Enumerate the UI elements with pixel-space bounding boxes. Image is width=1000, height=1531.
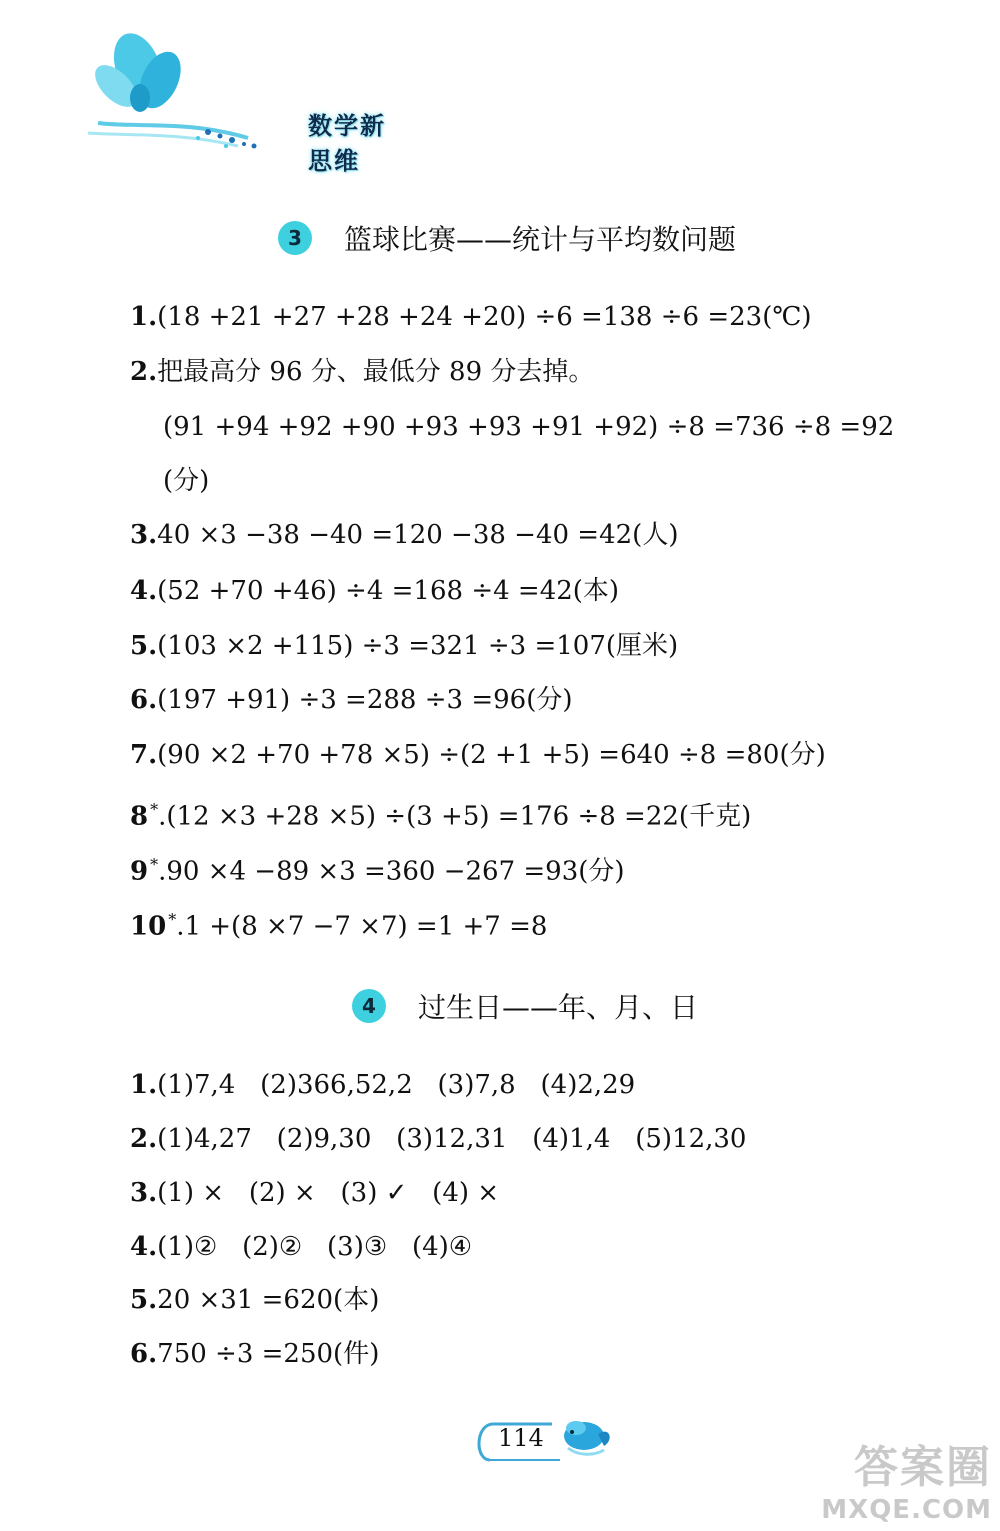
answer-line: 3.40 ×3 −38 −40 =120 −38 −40 =42(人): [130, 520, 679, 550]
blue-flower-icon: [78, 28, 278, 158]
answer-line: 7.(90 ×2 +70 +78 ×5) ÷(2 +1 +5) =640 ÷8 =80(分): [130, 740, 826, 770]
section-3-number-badge: 3: [278, 221, 312, 255]
section-3-heading: [278, 218, 736, 258]
answer-line: 1.(1)7,4 (2)366,52,2 (3)7,8 (4)2,29: [130, 1070, 636, 1100]
section-4-title: 过生日——年、月、日: [418, 991, 699, 1024]
answer-line: 3.(1) × (2) × (3) ✓ (4) ×: [130, 1178, 500, 1208]
section-4-number-badge: 4: [352, 989, 386, 1023]
answer-line: 10 *.1 +(8 ×7 −7 ×7) =1 +7 =8: [130, 910, 548, 942]
answer-line: (分): [163, 466, 210, 496]
answer-line: 6.(197 +91) ÷3 =288 ÷3 =96(分): [130, 685, 573, 715]
answer-line: 2.(1)4,27 (2)9,30 (3)12,31 (4)1,4 (5)12,30: [130, 1124, 747, 1154]
page-number: 114: [498, 1424, 544, 1452]
answer-line: 4.(1)② (2)② (3)③ (4)④: [130, 1232, 473, 1262]
watermark: [821, 1431, 992, 1525]
blue-bird-icon: [558, 1412, 618, 1462]
answer-line: 1.(18 +21 +27 +28 +24 +20) ÷6 =138 ÷6 =23(℃): [130, 302, 812, 332]
answer-line: 9 *.90 ×4 −89 ×3 =360 −267 =93(分): [130, 855, 625, 887]
answer-line: (91 +94 +92 +90 +93 +93 +91 +92) ÷8 =736 ÷8 =92: [163, 412, 895, 442]
answer-line: 5.20 ×31 =620(本): [130, 1285, 380, 1315]
book-title: 数学新思维: [308, 112, 386, 175]
section-3-title: 篮球比赛——统计与平均数问题: [344, 223, 737, 256]
section-4-heading: [352, 986, 698, 1026]
watermark-logo-text: 答案圈: [854, 1442, 992, 1493]
answer-line: 6.750 ÷3 =250(件): [130, 1339, 380, 1369]
page-header: [78, 28, 408, 175]
answer-line: 4.(52 +70 +46) ÷4 =168 ÷4 =42(本): [130, 576, 620, 606]
answer-line: 5.(103 ×2 +115) ÷3 =321 ÷3 =107(厘米): [130, 631, 679, 661]
answer-line: 8 *.(12 ×3 +28 ×5) ÷(3 +5) =176 ÷8 =22(千克): [130, 800, 752, 832]
watermark-url: MXQE.COM: [821, 1495, 992, 1525]
page-footer: [470, 1412, 630, 1468]
answer-line: 2.把最高分 96 分、最低分 89 分去掉。: [130, 357, 595, 387]
